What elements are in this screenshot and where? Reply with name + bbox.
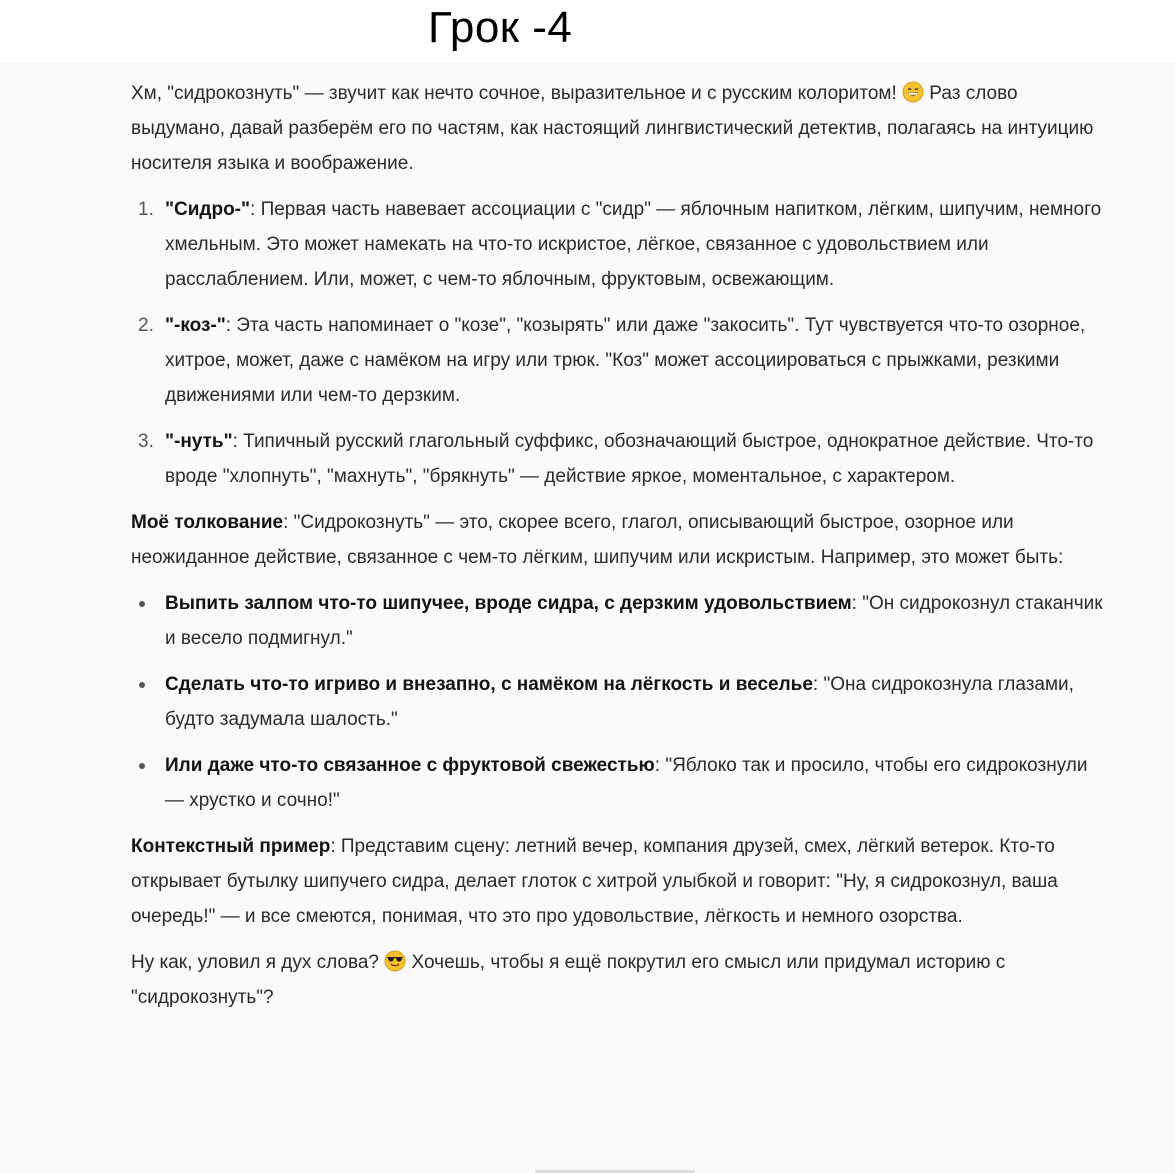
intro-paragraph bbox=[131, 76, 1111, 181]
interpretation-text: : "Сидрокознуть" — это, скорее всего, глагол, описывающий быстрое, озорное или неожиданное действие, связанное с чем-то лёгким, шипучим или искристым. Например, это может быть: bbox=[131, 512, 1064, 568]
sunglasses-face-emoji-icon bbox=[384, 950, 406, 972]
part-description: : Эта часть напоминает о "козе", "козырять" или даже "закосить". Тут чувствуется что-то озорное, хитрое, может, даже с намёком на игру или трюк. "Коз" может ассоциироваться с прыжками, резкими движениями или чем-то дерзким. bbox=[165, 315, 1086, 406]
example-bold: Или даже что-то связанное с фруктовой свежестью bbox=[165, 755, 655, 776]
part-description: : Типичный русский глагольный суффикс, обозначающий быстрое, однократное действие. Что-то вроде "хлопнуть", "махнуть", "брякнуть" — действие яркое, моментальное, с характером. bbox=[165, 431, 1094, 487]
example-bold: Выпить залпом что-то шипучее, вроде сидра, с дерзким удовольствием bbox=[165, 593, 852, 614]
example-text: : "Он сидрокознул стаканчик и весело подмигнул." bbox=[165, 593, 1103, 649]
closing-paragraph bbox=[131, 945, 1111, 1015]
closing-text-start: Ну как, уловил я дух слова? bbox=[131, 952, 385, 973]
context-label: Контекстный пример bbox=[131, 836, 331, 857]
part-description: : Первая часть навевает ассоциации с "сидр" — яблочным напитком, лёгким, шипучим, немного хмельным. Это может намекать на что-то искристое, лёгкое, связанное с удовольствием или расслаблением. Или, может, с чем-то яблочным, фруктовым, освежающим. bbox=[165, 199, 1102, 290]
intro-text-end: Раз слово выдумано, давай разберём его по частям, как настоящий лингвистический детектив, полагаясь на интуицию носителя языка и воображение. bbox=[131, 83, 1094, 174]
example-bold: Сделать что-то игриво и внезапно, с намёком на лёгкость и веселье bbox=[165, 674, 813, 695]
list-item bbox=[131, 667, 1111, 737]
list-item bbox=[131, 192, 1111, 297]
list-item bbox=[131, 308, 1111, 413]
example-text: : "Яблоко так и просило, чтобы его сидрокознули — хрустко и сочно!" bbox=[165, 755, 1088, 811]
closing-text-end: Хочешь, чтобы я ещё покрутил его смысл или придумал историю с "сидрокознуть"? bbox=[131, 952, 1006, 1008]
part-term: "-коз-" bbox=[165, 315, 226, 336]
word-parts-list bbox=[131, 192, 1111, 494]
list-number: 3. bbox=[138, 431, 154, 452]
list-item bbox=[131, 424, 1111, 494]
list-item bbox=[131, 748, 1111, 818]
context-paragraph bbox=[131, 829, 1111, 934]
examples-list bbox=[131, 586, 1111, 818]
header bbox=[0, 0, 1175, 62]
part-term: "Сидро-" bbox=[165, 199, 251, 220]
list-number: 1. bbox=[138, 199, 154, 220]
interpretation-paragraph bbox=[131, 505, 1111, 575]
interpretation-label: Моё толкование bbox=[131, 512, 284, 533]
page-title: Грок -4 bbox=[428, 3, 573, 52]
context-text: : Представим сцену: летний вечер, компания друзей, смех, лёгкий ветерок. Кто-то открывает бутылку шипучего сидра, делает глоток с хитрой улыбкой и говорит: "Ну, я сидрокознул, ваша очередь!" — и все смеются, понимая, что это про удовольствие, лёгкость и немного озорства. bbox=[131, 836, 1058, 927]
assistant-message bbox=[131, 76, 1111, 1015]
bullet-icon bbox=[139, 682, 145, 688]
bullet-icon bbox=[139, 763, 145, 769]
example-text: : "Она сидрокознула глазами, будто задумала шалость." bbox=[165, 674, 1074, 730]
part-term: "-нуть" bbox=[165, 431, 233, 452]
bullet-icon bbox=[139, 601, 145, 607]
grinning-face-emoji-icon bbox=[902, 81, 924, 103]
intro-text-start: Хм, "сидрокознуть" — звучит как нечто сочное, выразительное и с русским колоритом! bbox=[131, 83, 903, 104]
list-item bbox=[131, 586, 1111, 656]
list-number: 2. bbox=[138, 315, 154, 336]
